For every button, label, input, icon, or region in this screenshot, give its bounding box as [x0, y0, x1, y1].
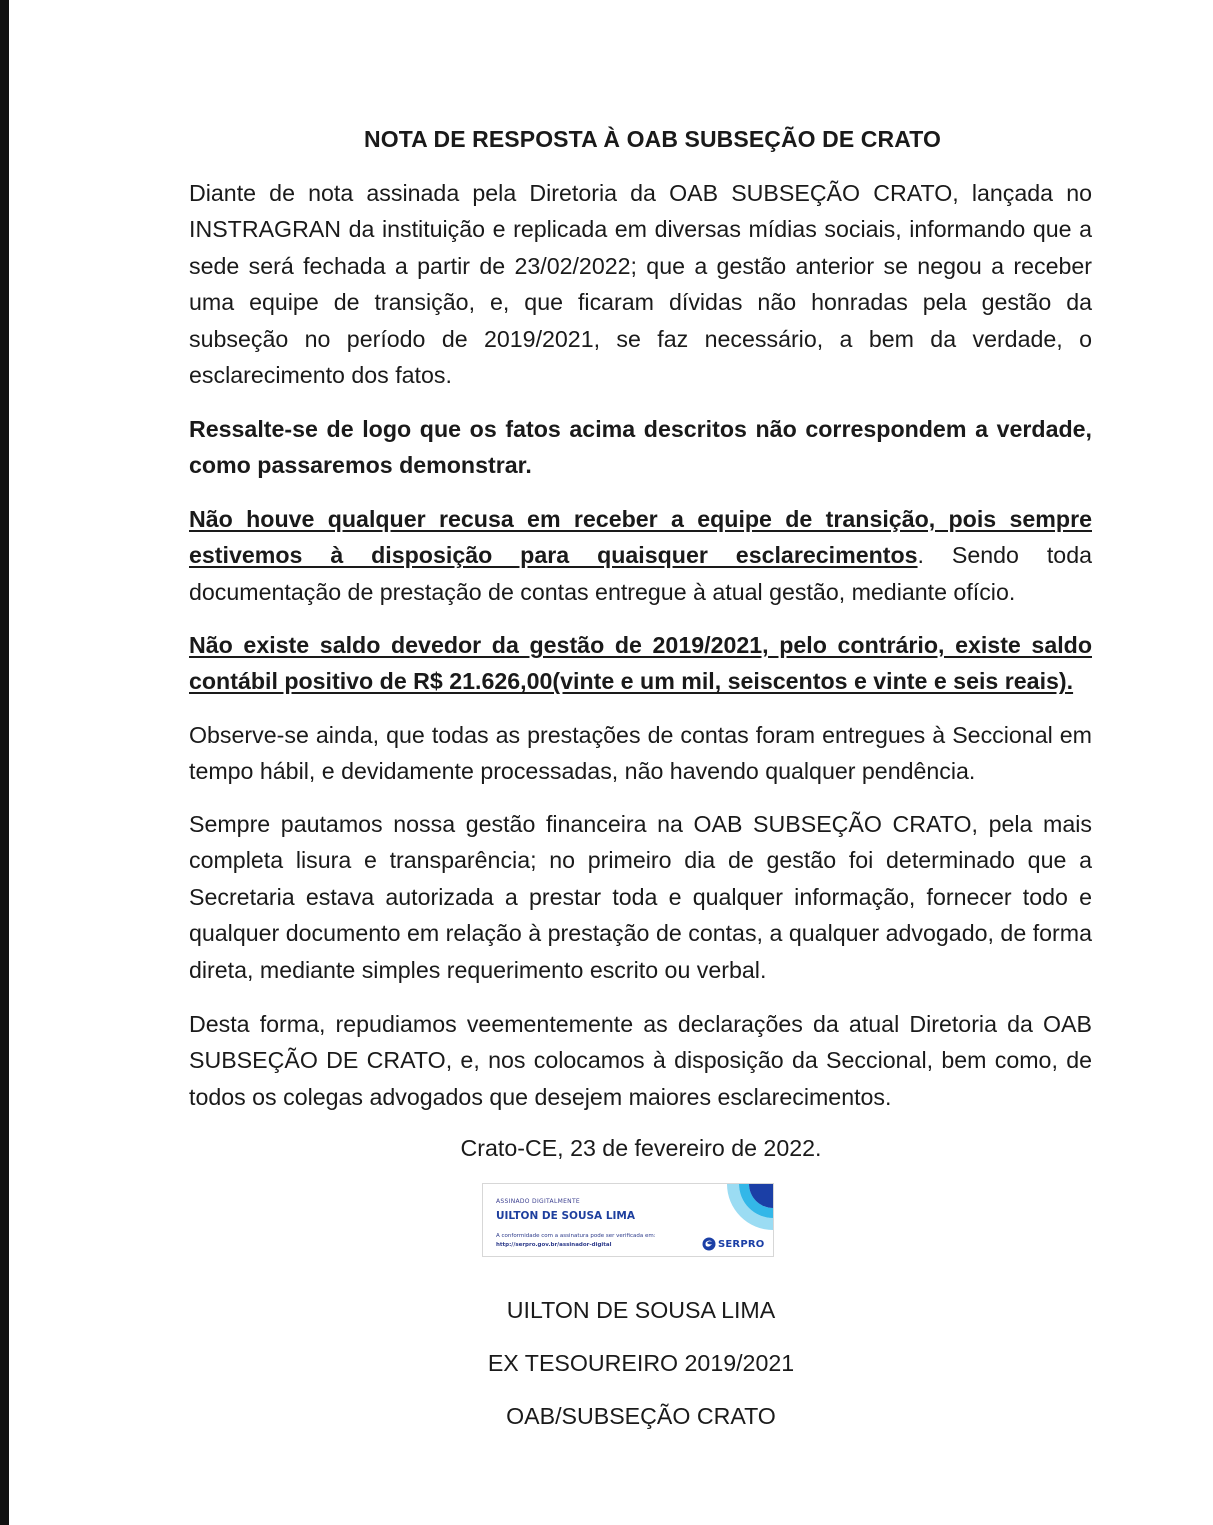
paragraph-intro: Diante de nota assinada pela Diretoria da OAB SUBSEÇÃO CRATO, lançada no INSTRAGRAN da instituição e replicada em diversas mídias sociais, informando que a sede será fechada a partir de 23/02/2022; que a gestão anterior se negou a receber uma equipe de transição, e, que ficaram dívidas não honradas pela gestão da subseção no período de 2019/2021, se faz necessário, a bem da verdade, o esclarecimento dos fatos. — [189, 180, 1092, 389]
transition-statement: Não houve qualquer recusa em receber a equipe de transição, pois sempre estivemos à disposição para quaisquer esclarecimentos — [189, 506, 1092, 569]
stamp-verification-note: A conformidade com a assinatura pode ser verificada em: — [496, 1233, 656, 1239]
document-title: NOTA DE RESPOSTA À OAB SUBSEÇÃO DE CRATO — [364, 126, 941, 152]
signatory-name: UILTON DE SOUSA LIMA — [506, 1297, 776, 1323]
paragraph-balance: Não existe saldo devedor da gestão de 2019/2021, pelo contrário, existe saldo contábil positivo de R$ 21.626,00(vinte e um mil, seiscentos e vinte e seis reais). — [189, 632, 1092, 695]
paragraph-transparency: Sempre pautamos nossa gestão financeira na OAB SUBSEÇÃO CRATO, pela mais completa lisura e transparência; no primeiro dia de gestão foi determinado que a Secretaria estava autorizada a prestar toda e qualquer informação, fornecer todo e qualquer documento em relação à prestação de contas, a qualquer advogado, de forma direta, mediante simples requerimento escrito ou verbal. — [189, 811, 1092, 983]
serpro-logo-icon — [702, 1237, 716, 1251]
stamp-verification-url: http://serpro.gov.br/assinador-digital — [496, 1242, 612, 1248]
paragraph-accounts: Observe-se ainda, que todas as prestações de contas foram entregues à Seccional em tempo hábil, e devidamente processadas, não havendo qualquer pendência. — [189, 722, 1092, 785]
stamp-header: ASSINADO DIGITALMENTE — [496, 1198, 581, 1205]
serpro-logo — [702, 1236, 764, 1252]
digital-signature-stamp — [482, 1183, 774, 1257]
stamp-signer-name: UILTON DE SOUSA LIMA — [496, 1210, 635, 1222]
dateline: Crato-CE, 23 de fevereiro de 2022. — [460, 1135, 822, 1161]
serpro-logo-text: SERPRO — [718, 1238, 765, 1250]
paragraph-transition — [189, 501, 1092, 610]
signatory-role: EX TESOUREIRO 2019/2021 — [487, 1350, 795, 1376]
paragraph-rebuttal: Ressalte-se de logo que os fatos acima descritos não correspondem a verdade, como passaremos demonstrar. — [189, 416, 1092, 479]
signatory-organization: OAB/SUBSEÇÃO CRATO — [506, 1403, 776, 1429]
paragraph-conclusion: Desta forma, repudiamos veementemente as declarações da atual Diretoria da OAB SUBSEÇÃO DE CRATO, e, nos colocamos à disposição da Seccional, bem como, de todos os colegas advogados que desejem maiores esclarecimentos. — [189, 1011, 1092, 1110]
transition-followup: . Sendo toda documentação de prestação de contas entregue à atual gestão, mediante ofício. — [189, 542, 1092, 605]
document-page — [9, 0, 1213, 1525]
stamp-arcs-icon — [723, 1184, 773, 1230]
page-left-edge — [0, 0, 9, 1525]
